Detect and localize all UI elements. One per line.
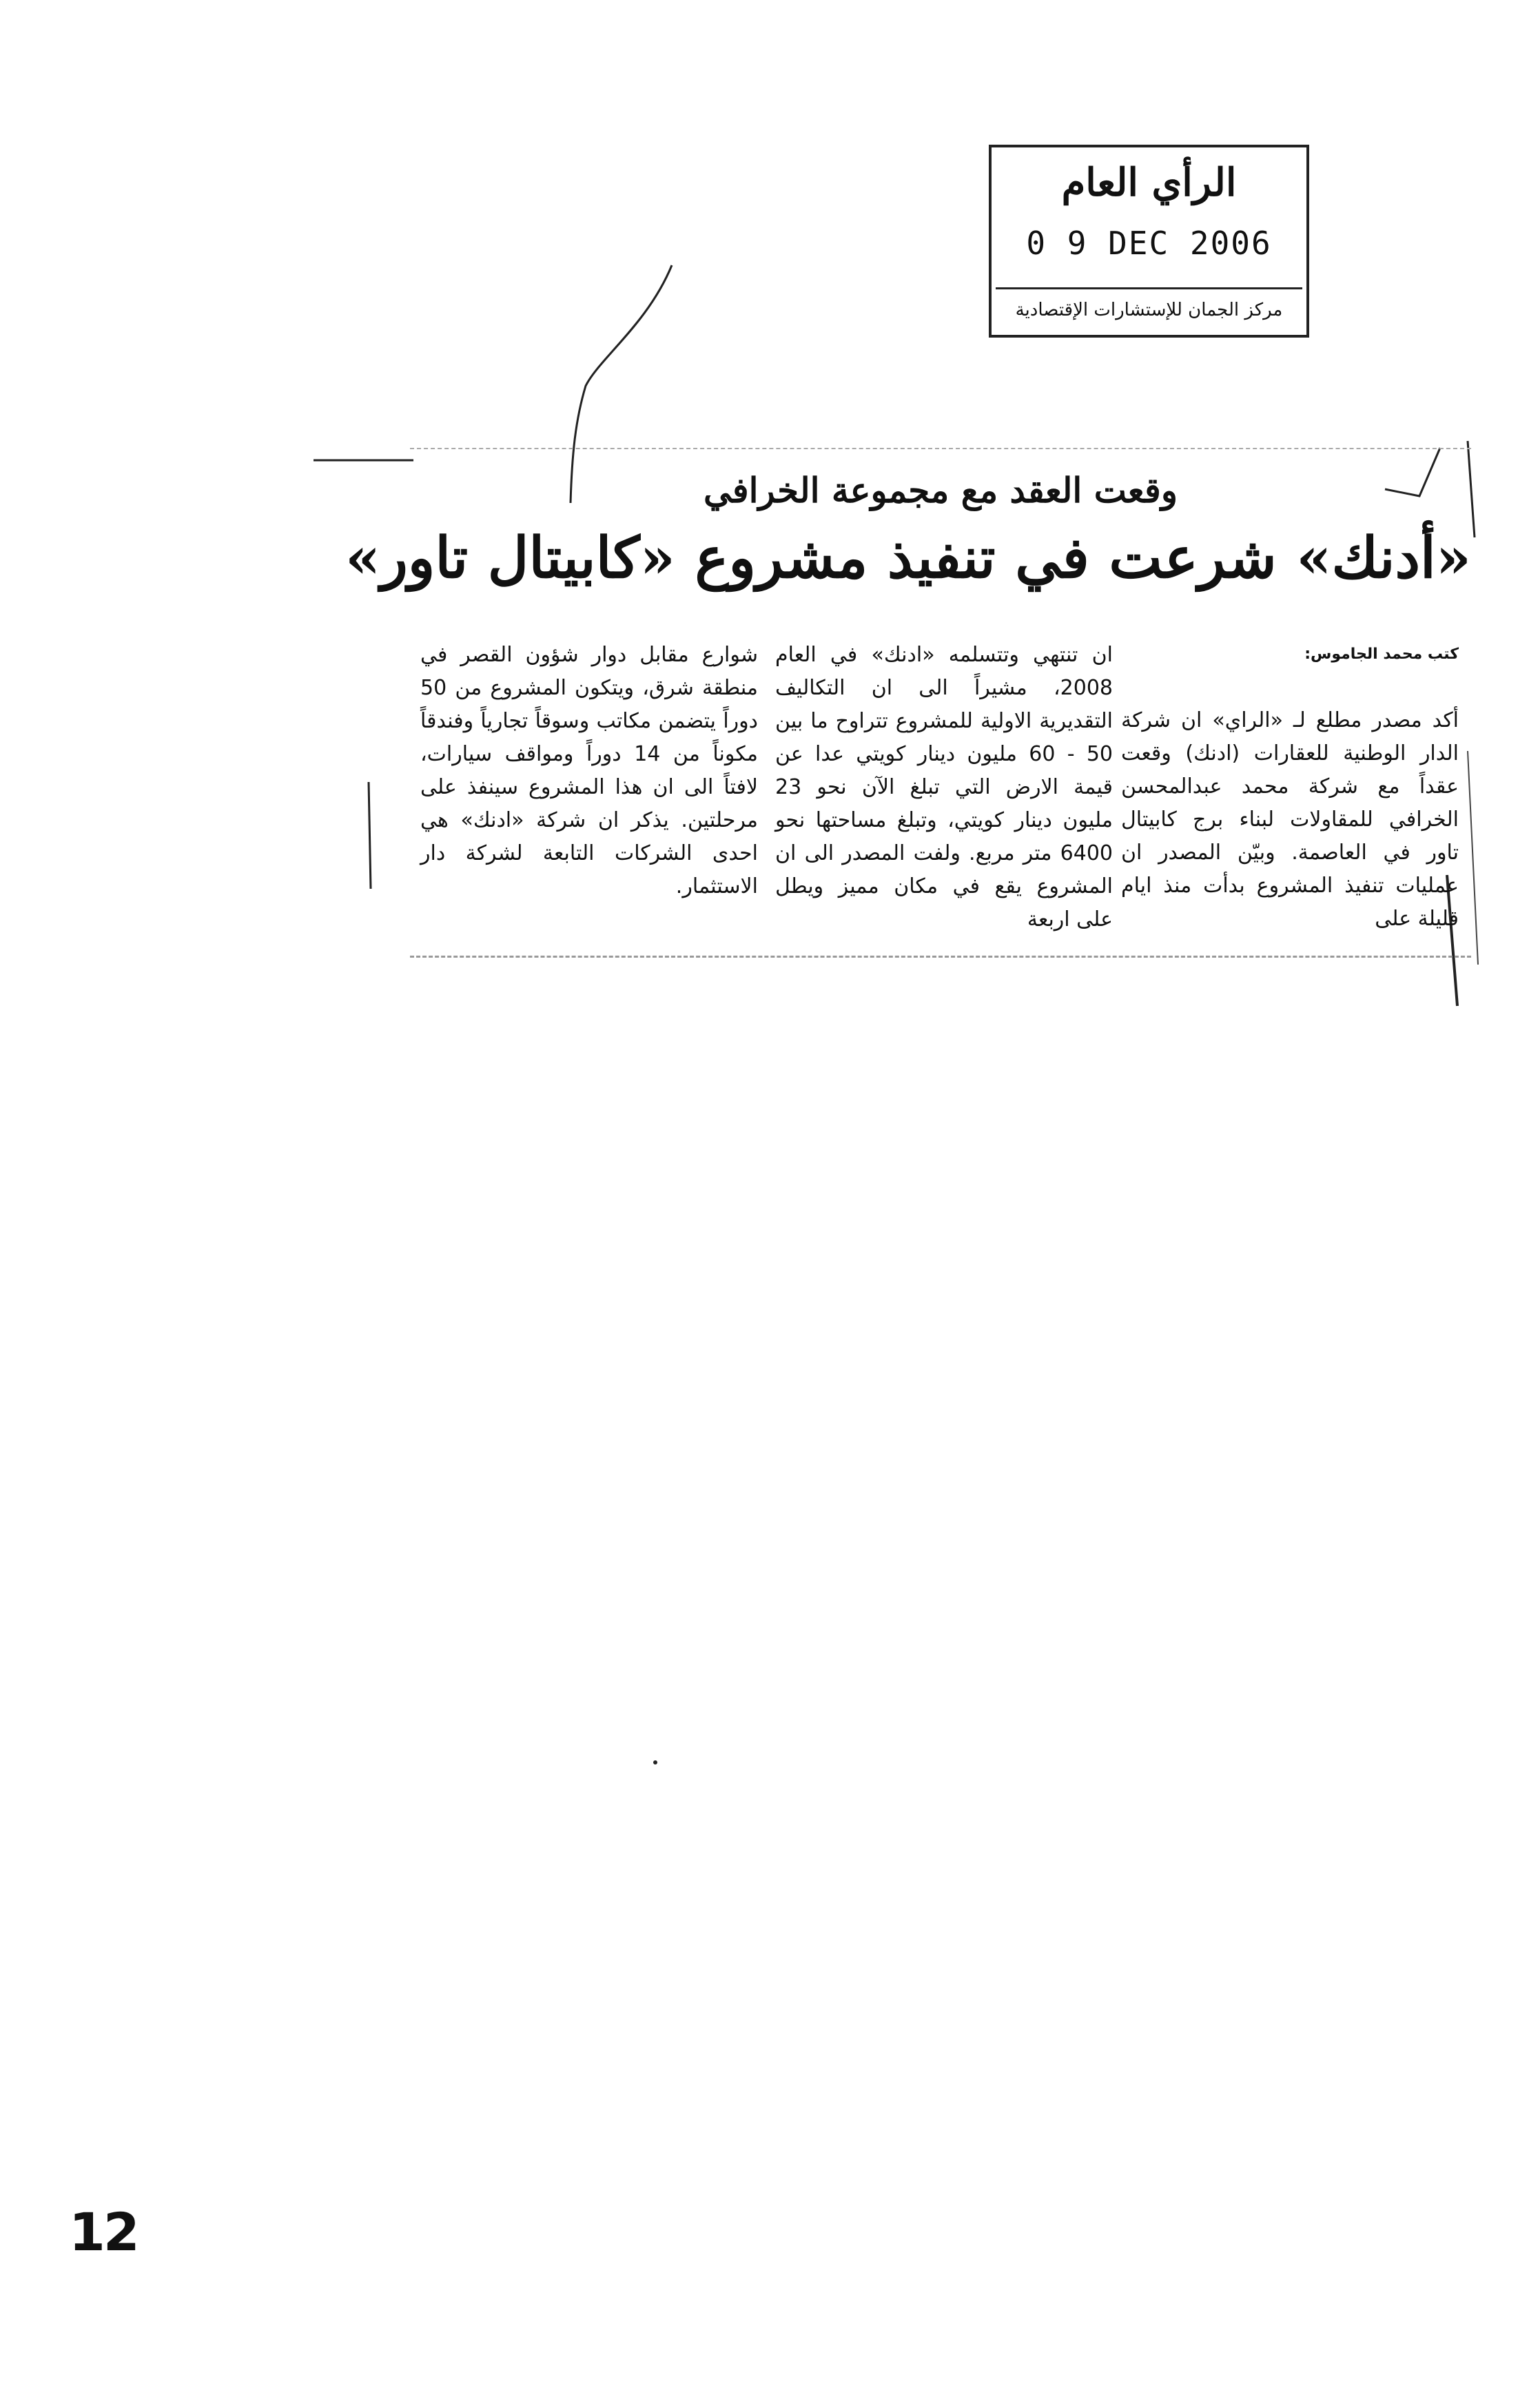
article-column-3-text: شوارع مقابل دوار شؤون القصر في منطقة شرق، ويتكون المشروع من 50 دوراً يتضمن مكاتب وسوقاً تجارياً وفندقاً مكوناً من 14 دوراً ومواقف سيارات، لافتاً الى ان هذا المشروع سينفذ على مرحلتين. يذكر ان شركة «ادنك» هي احدى الشركات التابعة لشركة دار الاستثمار. [420, 643, 759, 898]
speck-mark [653, 1760, 657, 1764]
page-number: 12 [69, 2201, 138, 2263]
stamp-logo: الرأي العام [1061, 160, 1237, 205]
article-byline: كتب محمد الجاموس: [1304, 646, 1459, 663]
article-headline: «أدنك» شرعت في تنفيذ مشروع «كابيتال تاور» [345, 525, 1471, 591]
article-column-2-text: ان تنتهي وتتسلمه «ادنك» في العام 2008، مشيراً الى ان التكاليف التقديرية الاولية للمشروع تتراوح ما بين 50 - 60 مليون دينار كويتي عدا عن قيمة الارض التي تبلغ الآن نحو 23 مليون دينار كويتي، وتبلغ مساحتها نحو 6400 متر مربع. ولفت المصدر الى ان المشروع يقع في مكان مميز ويطل على اربعة [775, 643, 1113, 932]
article-column-1 [1121, 704, 1459, 936]
article-clipping [345, 448, 1471, 958]
article-column-1-text: أكد مصدر مطلع لـ «الراي» ان شركة الدار الوطنية للعقارات (ادنك) وقعت عقداً مع شركة محمد عبدالمحسن الخرافي للمقاولات لبناء برج كابيتال تاور في العاصمة. وبيّن المصدر ان عمليات تنفيذ المشروع بدأت منذ ايام قليلة على [1121, 708, 1459, 931]
article-column-2 [775, 639, 1113, 936]
stamp-date: 0 9 DEC 2006 [1026, 225, 1272, 262]
stamp-footer: مركز الجمان للإستشارات الإقتصادية [996, 287, 1302, 331]
article-kicker: وقعت العقد مع مجموعة الخرافي [704, 470, 1178, 511]
article-column-3 [420, 639, 758, 903]
